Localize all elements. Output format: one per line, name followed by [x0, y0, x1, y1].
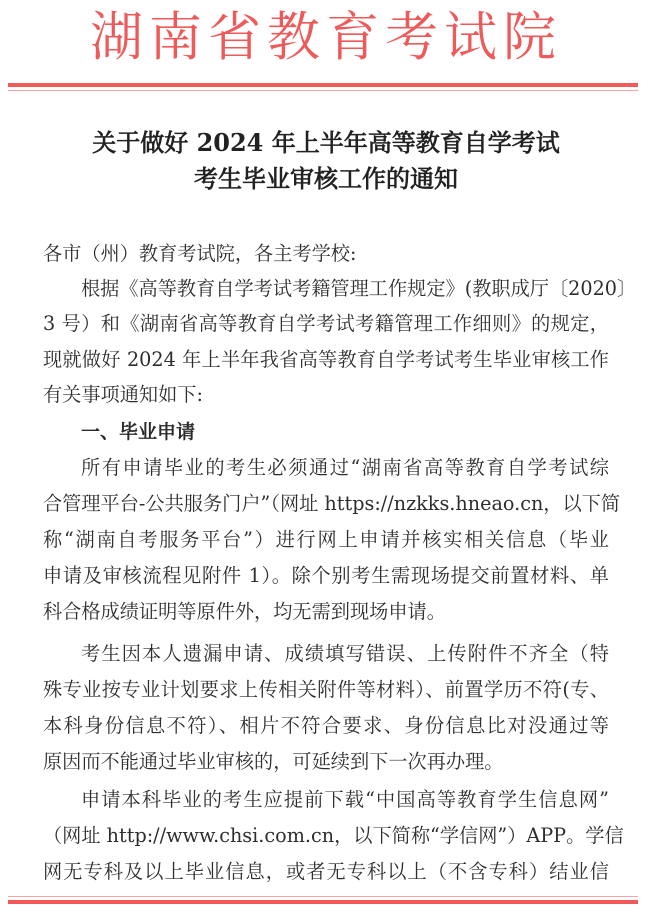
paragraph-line: 申请本科毕业的考生应提前下载“中国高等教育学生信息网” — [81, 788, 609, 811]
paragraph-line: 原因而不能通过毕业审核的，可延续到下一次再办理。 — [43, 750, 504, 773]
footer-rule-thin — [8, 896, 638, 897]
paragraph-line: 申请及审核流程见附件 1）。除个别考生需现场提交前置材料、单 — [43, 564, 609, 587]
document-body — [43, 0, 637, 912]
footer-rule-thick — [8, 900, 638, 904]
intro-line: 3 号）和《湖南省高等教育自学考试考籍管理工作细则》的规定， — [43, 312, 609, 335]
paragraph-line: 本科身份信息不符）、相片不符合要求、身份信息比对没通过等 — [43, 714, 609, 737]
issuer-masthead: 湖南省教育考试院 — [90, 7, 562, 68]
paragraph-line: 称“湖南自考服务平台”）进行网上申请并核实相关信息（毕业 — [43, 528, 609, 551]
salutation: 各市（州）教育考试院，各主考学校: — [43, 242, 357, 265]
intro-line: 有关事项通知如下: — [43, 383, 203, 406]
paragraph-line: 殊专业按专业计划要求上传相关附件等材料）、前置学历不符(专、 — [43, 678, 609, 701]
intro-line: 根据《高等教育自学考试考籍管理工作规定》(教职成厅〔2020〕 — [81, 277, 637, 300]
paragraph-line: 网无专科及以上毕业信息，或者无专科以上（不含专科）结业信 — [43, 860, 609, 883]
paragraph-line: 合管理平台-公共服务门户”（网址 https://nzkks.hneao.cn，以下简 — [43, 492, 621, 515]
document-title-line-2: 考生毕业审核工作的通知 — [194, 164, 458, 193]
intro-line: 现就做好 2024 年上半年我省高等教育自学考试考生毕业审核工作 — [43, 348, 609, 371]
section-heading: 一、毕业申请 — [81, 421, 196, 443]
paragraph-line: 考生因本人遗漏申请、成绩填写错误、上传附件不齐全（特 — [81, 642, 609, 665]
paragraph-line: （网址 http://www.chsi.com.cn，以下简称“学信网”）APP。学信 — [43, 824, 624, 847]
document-title-line-1: 关于做好 2024 年上半年高等教育自学考试 — [92, 128, 560, 157]
paragraph-line: 所有申请毕业的考生必须通过“湖南省高等教育自学考试综 — [81, 456, 609, 479]
paragraph-line: 科合格成绩证明等原件外，均无需到现场申请。 — [43, 600, 446, 623]
